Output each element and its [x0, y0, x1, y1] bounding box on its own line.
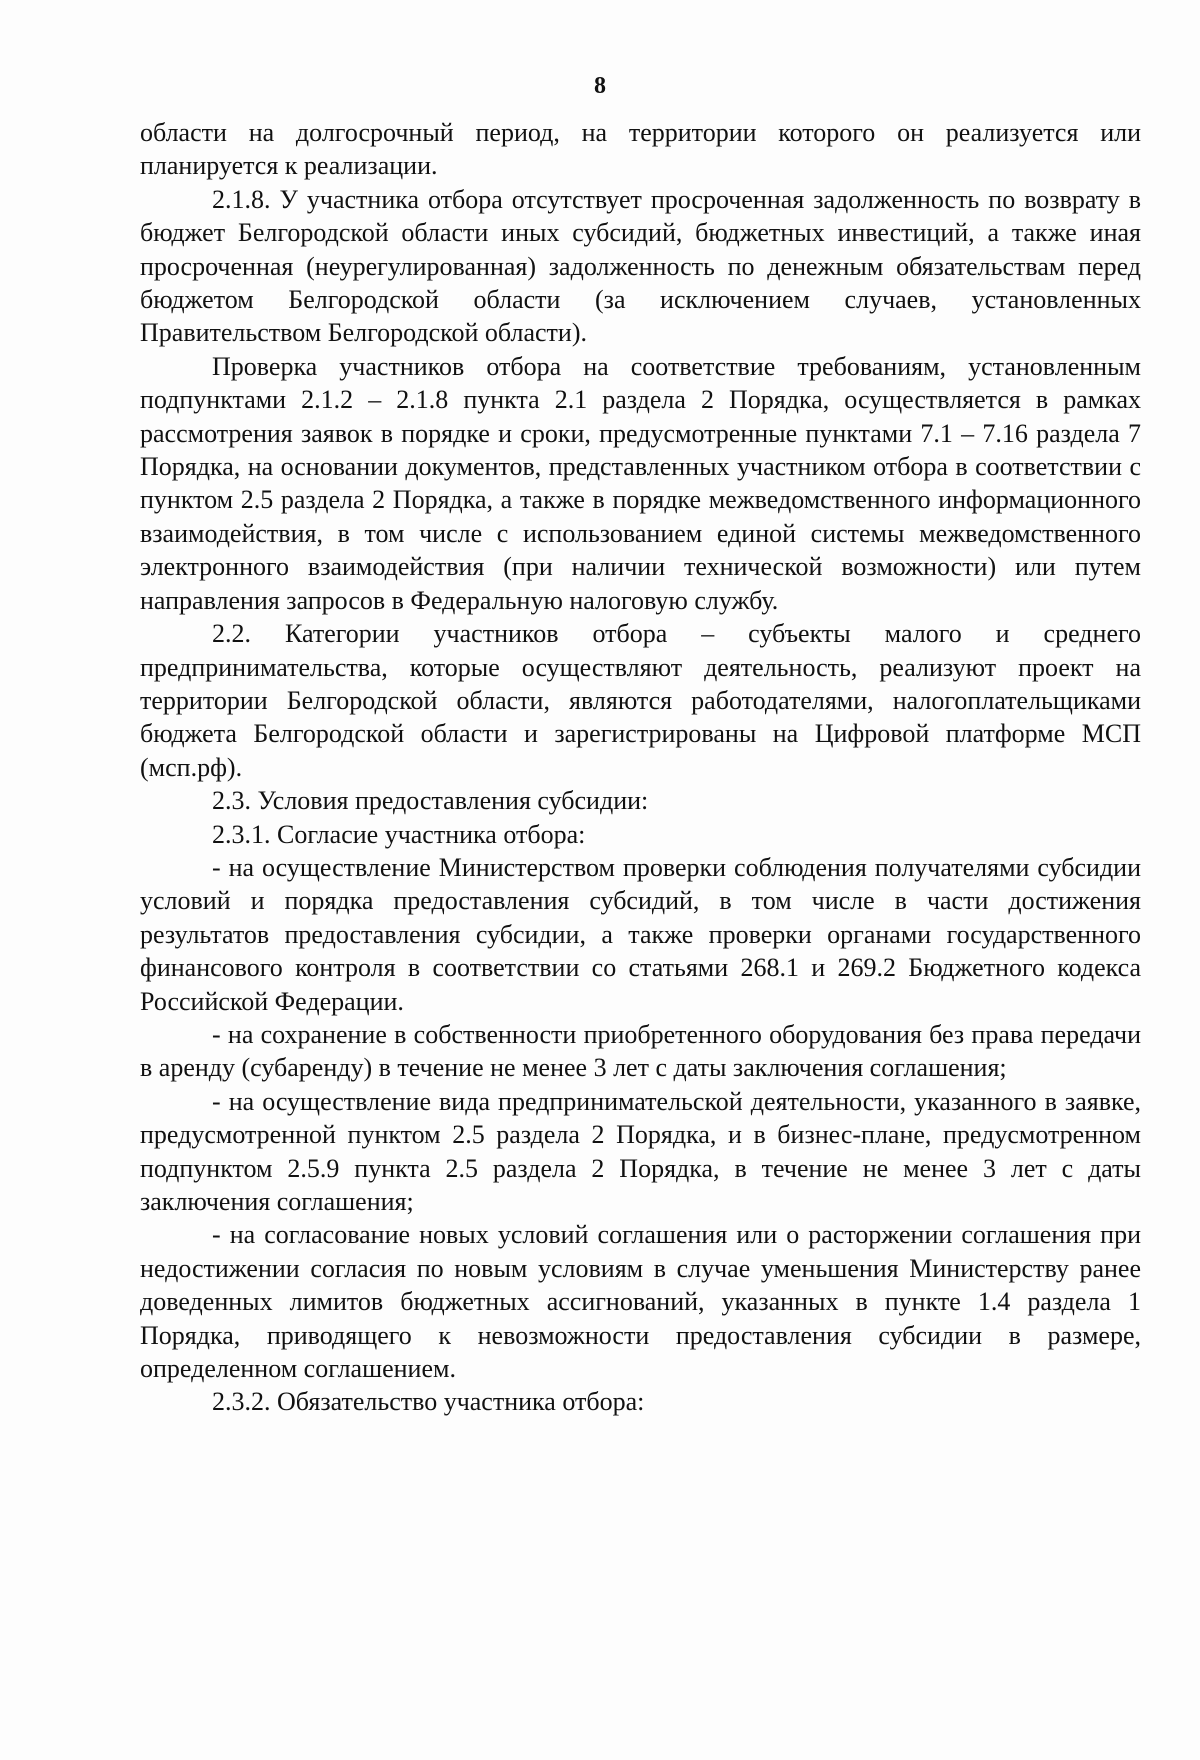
paragraph-2-1-8: 2.1.8. У участника отбора отсутствует просроченная задолженность по возврату в бюджет Белгородской области иных субсидий, бюджетных инвестиций, а также иная просроченная (неурегулированная) задолженность по денежным обязательствам перед бюджетом Белгородской области (за исключением случаев, установленных Правительством Белгородской области).	[140, 184, 1141, 348]
list-item-consent-inspection: - на осуществление Министерством проверки соблюдения получателями субсидии условий и порядка предоставления субсидий, в том числе в части достижения результатов предоставления субсидии, а также проверки органами государственного финансового контроля в соответствии со статьями 268.1 и 269.2 Бюджетного кодекса Российской Федерации.	[140, 852, 1141, 1016]
list-item-consent-agreement: - на согласование новых условий соглашения или о расторжении соглашения при недостижении согласия по новым условиям в случае уменьшения Министерству ранее доведенных лимитов бюджетных ассигнований, указанных в пункте 1.4 раздела 1 Порядка, приводящего к невозможности предоставления субсидии в размере, определенном соглашением.	[140, 1220, 1141, 1384]
paragraph-2-3: 2.3. Условия предоставления субсидии:	[212, 786, 649, 816]
paragraph-continuation: области на долгосрочный период, на территории которого он реализуется или планируется к реализации.	[140, 118, 1141, 181]
list-item-consent-activity: - на осуществление вида предпринимательской деятельности, указанного в заявке, предусмотренной пунктом 2.5 раздела 2 Порядка, и в бизнес-плане, предусмотренном подпунктом 2.5.9 пункта 2.5 раздела 2 Порядка, в течение не менее 3 лет с даты заключения соглашения;	[140, 1086, 1141, 1216]
paragraph-2-3-2: 2.3.2. Обязательство участника отбора:	[212, 1387, 645, 1417]
document-body	[140, 116, 1141, 1419]
paragraph-verification: Проверка участников отбора на соответствие требованиям, установленным подпунктами 2.1.2 – 2.1.8 пункта 2.1 раздела 2 Порядка, осуществляется в рамках рассмотрения заявок в порядке и сроки, предусмотренные пунктами 7.1 – 7.16 раздела 7 Порядка, на основании документов, представленных участником отбора в соответствии с пунктом 2.5 раздела 2 Порядка, а также в порядке межведомственного информационного взаимодействия, в том числе с использованием единой системы межведомственного электронного взаимодействия (при наличии технической возможности) или путем направления запросов в Федеральную налоговую службу.	[140, 351, 1141, 615]
paragraph-2-3-1: 2.3.1. Согласие участника отбора:	[212, 819, 586, 849]
page-number: 8	[594, 73, 606, 99]
paragraph-2-2: 2.2. Категории участников отбора – субъекты малого и среднего предпринимательства, которые осуществляют деятельность, реализуют проект на территории Белгородской области, являются работодателями, налогоплательщиками бюджета Белгородской области и зарегистрированы на Цифровой платформе МСП (мсп.рф).	[140, 619, 1141, 782]
list-item-consent-equipment: - на сохранение в собственности приобретенного оборудования без права передачи в аренду (субаренду) в течение не менее 3 лет с даты заключения соглашения;	[140, 1019, 1141, 1083]
